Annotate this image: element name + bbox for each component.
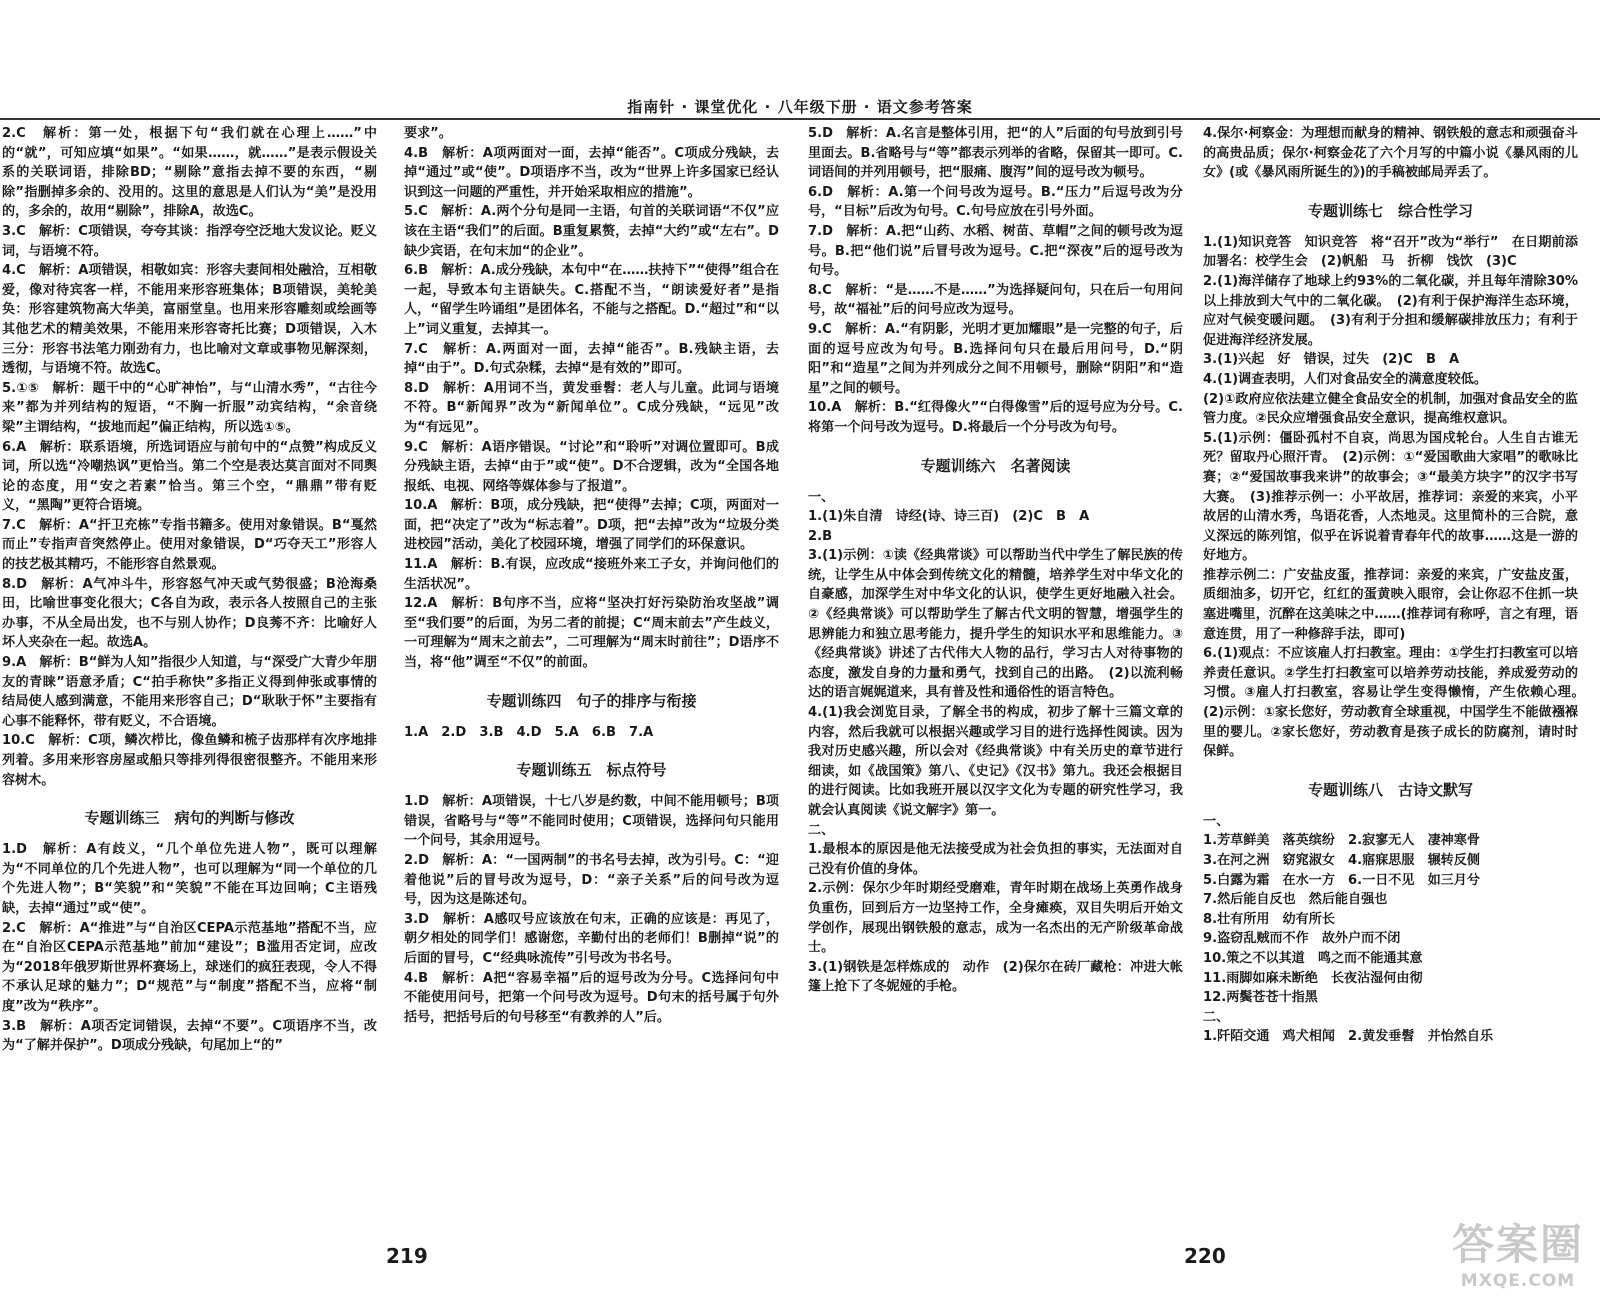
answer-item: 11.A 解析：B.有误，应改成“接班外来工子女，并询问他们的生活状况”。 [404,557,779,592]
answer-item: 3.D 解析：A感叹号应该放在句末，正确的应该是：再见了，朝夕相处的同学们！感谢您，辛勤付出的老师们！B删掉“说”的后面的冒号，C“经典咏流传”引号改为书名号。 [404,911,779,966]
answer-item: 2.示例：保尔少年时期经受磨难，青年时期在战场上英勇作战身负重伤，回到后方一边坚持工作，全身瘫痪，双目失明后开始文学创作，展现出钢铁般的意志，成为一名杰出的无产阶级革命战士。 [808,881,1183,956]
answer-item: 12.两鬓苍苍十指黑 [1203,990,1318,1006]
answer-item: 9.A 解析：B“鲜为人知”指很少人知道，与“深受广大青少年朋友的青睐”语意矛盾；C“拍手称快”多指正义得到伸张或事情的结局使人感到满意，不能用来形容自己；D“耿耿于怀”主要指有心事不能释怀，带有贬义，不合语境。 [2,655,377,729]
answer-item: 10.A 解析：B.“红得像火”“白得像雪”后的逗号应为分号。C.将第一个问号改为逗号。D.将最后一个分号改为句号。 [808,400,1183,435]
page-number-left: 219 [386,1244,428,1268]
section-heading: 专题训练六 名著阅读 [920,456,1071,475]
answer-item: 2.C 解析：A“推进”与“自治区CEPA示范基地”搭配不当，应在“自治区CEPA示范基地”前加“建设”；B滥用否定词，应改为“2018年俄罗斯世界杯赛场上，球迷们的疯狂表现，令人不得不承认足球的魅力”；D“规范”与“制度”搭配不当，应将“制度”改为“秩序”。 [2,920,377,1014]
answer-item: 10.策之不以其道 鸣之而不能通其意 [1203,950,1423,966]
answer-item: 1.芳草鲜美 落英缤纷 2.寂寥无人 凄神寒骨 [1203,833,1480,849]
page-header: 指南针 · 课堂优化 · 八年级下册 · 语文参考答案 [627,98,973,116]
answer-item: 2.B [808,528,833,544]
answer-item: 4.B 解析：A把“容易幸福”后的逗号改为分号。C选择问句中不能使用问号，把第一个问号改为逗号。D句末的括号属于句外括号，把括号后的句号移至“有教养的人”后。 [404,970,779,1025]
answer-column-1 [2,124,377,1184]
answer-item: 1.阡陌交通 鸡犬相闻 2.黄发垂髫 并怡然自乐 [1203,1029,1494,1045]
answer-column-2 [404,124,779,1184]
answer-item: 12.A 解析：B句序不当，应将“坚决打好污染防治攻坚战”调至“我们要”的后面，为另二者的前提；C“周末前去”产生歧义，一可理解为“周末之前去”，二可理解为“周末时前往”；D语序不当，将“他”调至“不仅”的前面。 [404,596,779,671]
answer-item: 1.D 解析：A有歧义，“几个单位先进人物”，既可以理解为“不同单位的几个先进人物”，也可以理解为“同一个单位的几个先进人物”；B“笑貌”和“笑貌”不能在耳边回响；C主语残缺，去掉“通过”或“使”。 [2,842,377,916]
answer-item: 3.B 解析：A项否定词错误，去掉“不要”。C项语序不当，改为“了解并保护”。D项成分残缺，句尾加上“的” [2,1018,377,1054]
answer-item: 8.D 解析：A用词不当，黄发垂髫：老人与儿童。此词与语境不符。B“新闻界”改为“新闻单位”。C成分残缺，“远见”改为“有远见”。 [404,380,779,435]
watermark-logo [1440,1220,1596,1308]
section-heading: 专题训练七 综合性学习 [1307,201,1473,220]
answer-item: 9.C 解析：A.“有阴影，光明才更加耀眼”是一完整的句子，后面的逗号应改为句号。B.选择问句只在最后用问号，D.“阴阳”和“造星”之间为并列成分之间不用顿号，删除“阴阳”和“造星”之间的顿号。 [808,321,1183,396]
answer-item: 10.A 解析：B项，成分残缺，把“使得”去掉；C项，两面对一面，把“决定了”改为“标志着”。D项，把“去掉”改为“垃圾分类进校园”活动，美化了校园环境，增强了同学们的环保意识。 [404,498,779,553]
answer-item: 1.最根本的原因是他无法接受成为社会负担的事实，无法面对自己没有价值的身体。 [808,842,1183,877]
answer-item: 4.(1)我会浏览目录，了解全书的构成，初步了解十三篇文章的内容，然后我就可以根据兴趣或学习目的进行选择性阅读。因为我对历史感兴趣，所以会对《经典常谈》中有关历史的章节进行细读，如《战国策》第八、《史记》《汉书》第九。我还会根据目的进行阅读。比如我班开展以汉字文化为专题的研究性学习，我就会认真阅读《说文解字》第一。 [808,705,1183,818]
answer-item: 3.(1)兴起 好 错误，过失 (2)C B A [1203,352,1460,368]
answer-item: 1.D 解析：A项错误，十七八岁是约数，中间不能用顿号；B项错误，省略号与“等”不能同时使用；C项错误，选择问句只能用一个问号，其余用逗号。 [404,794,779,849]
answer-item: 2.D 解析：A：“一国两制”的书名号去掉，改为引号。C：“迎着他说”后的冒号改为逗号，D：“亲子关系”后的问号改为逗号，因为这是陈述句。 [404,853,779,908]
answer-item: 4.B 解析：A项两面对一面，去掉“能否”。C项成分残缺，去掉“通过”或“使”。D项语序不当，改为“世界上许多国家已经认识到这一问题的严重性，并开始采取相应的措施”。 [404,145,779,200]
answer-item: 7.然后能自反也 然后能自强也 [1203,892,1388,908]
answer-item: 5.C 解析：A.两个分句是同一主语，句首的关联词语“不仅”应该在主语“我们”的后面。B重复累赘，去掉“大约”或“左右”。D缺少宾语，在句末加“的企业”。 [404,204,779,259]
answer-item: 4.(1)调查表明，人们对食品安全的满意度较低。 [1203,371,1487,387]
answer-column-4 [1203,124,1592,1184]
answer-item: 5.白露为霜 在水一方 6.一日不见 如三月兮 [1203,872,1480,888]
answer-item: 二、 [808,822,835,838]
answer-item: 3.C 解析：C项错误，夸夸其谈：指浮夸空泛地大发议论。贬义词，与语境不符。 [2,223,377,259]
answer-item: 5.D 解析：A.名言是整体引用，把“的人”后面的句号放到引号里面去。B.省略号与“等”都表示列举的省略，保留其一即可。C.词语间的并列用顿号，把“服痛、腹泻”间的逗号改为顿号。 [808,126,1183,181]
answer-item: 一、 [1203,813,1230,829]
answer-item: 6.B 解析：A.成分残缺，本句中“在……扶持下”“使得”组合在一起，导致本句主语缺失。C.搭配不当，“朗读爱好者”是指人，“留学生吟诵组”是团体名，不能与之搭配。D.“超过”和“以上”词义重复，去掉其一。 [404,263,779,337]
answer-item: 1.(1)知识竞答 知识竞答 将“召开”改为“举行” 在日期前添加署名：校学生会 (2)帆船 马 折柳 饯饮 (3)C [1203,234,1578,270]
section-heading: 专题训练五 标点符号 [516,761,667,780]
answer-item: 9.盗窃乱贼而不作 故外户而不闭 [1203,931,1401,947]
answer-item: 2.(1)海洋储存了地球上约93%的二氧化碳，并且每年清除30%以上排放到大气中的二氧化碳。 (2)有利于保护海洋生态环境，应对气候变暖问题。 (3)有利于分担和缓解碳排放压力；有利于促进海洋经济发展。 [1203,273,1578,348]
answer-item: 7.C 解析：A.两面对一面，去掉“能否”。B.残缺主语，去掉“由于”。D.句式杂糅，去掉“是有效的”即可。 [404,341,779,377]
answer-item: 3.(1)钢铁是怎样炼成的 动作 (2)保尔在砖厂藏枪：冲进大帐篷上抢下了冬妮娅的手枪。 [808,959,1183,995]
answer-item: 11.雨脚如麻未断绝 长夜沾湿何由彻 [1203,970,1423,986]
answer-item: 1.(1)朱自清 诗经(诗、诗三百) (2)C B A [808,509,1090,525]
answer-column-3 [808,124,1183,1184]
answer-item: 9.C 解析：A语序错误。“讨论”和“聆听”对调位置即可。B成分残缺主语，去掉“由于”或“使”。D不合逻辑，改为“全国各地报纸、电视、网络等媒体参与了报道”。 [404,439,779,494]
answer-item: (2)①政府应依法建立健全食品安全的机制，加强对食品安全的监管力度。②民众应增强食品安全意识，提高维权意识。 [1203,391,1578,427]
section-heading: 专题训练三 病句的判断与修改 [84,809,295,828]
answer-item: 3.(1)示例：①读《经典常谈》可以帮助当代中学生了解民族的传统，让学生从中体会到传统文化的精髓，培养学生对中华文化的自豪感，加深学生对中华文化的认识，使学生更好地融入社会。②《经典常谈》可以帮助学生了解古代文明的智慧，增强学生的思辨能力和独立思考能力，提升学生的知识水平和思维能力。③《经典常谈》讲述了古代伟大人物的品行，学习古人对待事物的态度，激发自身的力量和勇气，找到自己的出路。 (2)以流利畅达的语言娓娓道来，具有普及性和通俗性的语言特色。 [808,548,1183,701]
answer-item: 一、 [808,489,835,505]
answer-item: 要求”。 [404,126,452,141]
answer-item: 5.(1)示例：僵卧孤村不自哀，尚思为国戍轮台。人生自古谁无死？留取丹心照汗青。 (2)示例：①“爱国歌曲大家唱”的歌咏比赛；②“爱国故事我来讲”的故事会；③“最美方块字”的汉字书写大赛。 (3)推荐示例一：小平故居，推荐词：亲爱的来宾，小平故居的山清水秀，鸟语花香，人杰地灵。这里简朴的三合院，意义深远的陈列馆，似乎在诉说着青春年代的故事……这是一游的好地方。 [1203,430,1578,564]
answer-item: 5.①⑤ 解析：题干中的“心旷神怡”，与“山清水秀”，“古往今来”都为并列结构的短语，“不胸一折服”动宾结构，“余音绕梁”主谓结构，“拔地而起”偏正结构，所以选①⑤。 [2,380,377,435]
section-heading: 专题训练八 古诗文默写 [1307,780,1473,799]
answer-item: 6.A 解析：联系语境，所选词语应与前句中的“点赞”构成反义词，所以选“冷嘲热讽”更恰当。第二个空是表达莫言面对不同舆论的态度，用“安之若素”恰当。第三个空，“鼎鼎”带有贬义，“黑陶”更符合语境。 [2,439,377,514]
page-number-right: 220 [1184,1244,1226,1268]
answer-item: 7.D 解析：A.把“山药、水稻、树苗、草帽”之间的顿号改为逗号。B.把“他们说”后冒号改为逗号。C.把“深夜”后的逗号改为句号。 [808,223,1183,279]
answer-item: 6.(1)观点：不应该雇人打扫教室。理由：①学生打扫教室可以培养责任意识。②学生打扫教室可以培养劳动技能，养成爱劳动的习惯。③雇人打扫教室，容易让学生变得懒惰，产生依赖心理。 (2)示例：①家长您好，劳动教育全球重视，中国学生不能做襁褓里的婴儿。②家长您好，劳动教育是孩子成长的防腐剂，请时时保鲜。 [1203,646,1592,760]
answer-item: 4.C 解析：A项错误，相敬如宾：形容夫妻间相处融洽，互相敬爱，像对待宾客一样，不能用来形容班集体；B项错误，美轮美奂：形容建筑物高大华美，富丽堂皇。也用来形容雕刻或绘画等其他艺术的精美效果，不能用来形容寄托比赛；D项错误，入木三分：形容书法笔力刚劲有力，也比喻对文章或事物见解深刻，透彻，与语境不符。故选C。 [2,263,377,377]
answer-item: 1.A 2.D 3.B 4.D 5.A 6.B 7.A [404,724,654,740]
answer-item: 8.壮有所用 幼有所长 [1203,911,1335,927]
answer-item: 2.C 解析：第一处，根据下句“我们就在心理上……”中的“就”，可知应填“如果”。“如果……，就……”是表示假设关系的关联词语，排除BD；“剔除”意指去掉不要的东西，“剔除”指删掉多余的、没用的。这里的意思是人们认为“美”是没用的，多余的，故用“剔除”，排除A，故选C。 [2,126,377,220]
section-heading: 专题训练四 句子的排序与衔接 [486,691,697,710]
answer-item: 6.D 解析：A.第一个问号改为逗号。B.“压力”后逗号改为分号，“目标”后改为句号。C.句号应放在引号外面。 [808,184,1183,220]
answer-item: 10.C 解析：C项，鳞次栉比，像鱼鳞和梳子齿那样有次序地排列着。多用来形容房屋或船只等排列得很密很整齐。不能用来形容树木。 [2,733,377,788]
header-rule [0,118,1600,120]
answer-item: 3.在河之洲 窈窕淑女 4.寤寐思服 辗转反侧 [1203,853,1480,868]
watermark-text: 答案圈 [1451,1220,1584,1269]
watermark-url: MXQE.COM [1460,1271,1576,1291]
answer-item: 8.C 解析：“是……不是……”为选择疑问句，只在后一句用问号，故“福祉”后的问号应改为逗号。 [808,282,1183,318]
answer-item: 8.D 解析：A气冲斗牛，形容怒气冲天或气势很盛；B沧海桑田，比喻世事变化很大；C各自为政，表示各人按照自己的主张办事，不从全局出发，也不与别人协作；D良莠不齐：比喻好人坏人夹杂在一起。故选A。 [2,576,377,651]
answer-item: 4.保尔·柯察金：为理想而献身的精神、钢铁般的意志和顽强奋斗的高贵品质；保尔·柯察金花了六个月写的中篇小说《暴风雨的儿女》(或《暴风雨所诞生的》)的手稿被邮局弄丢了。 [1203,126,1578,181]
answer-item: 7.C 解析：A“扞卫充栋”专指书籍多。使用对象错误。B“戛然而止”专指声音突然停止。使用对象错误，D“巧夺天工”形容人的技艺极其精巧，不能形容自然景观。 [2,517,377,573]
answer-item: 推荐示例二：广安盐皮蛋，推荐词：亲爱的来宾，广安盐皮蛋，质细油多，切开它，红红的蛋黄映入眼帘，会让你忍不住抓一块塞进嘴里，沉醉在这美味之中……(推荐词有称呼，言之有理，语意连贯，用了一种修辞手法，即可) [1203,567,1578,642]
answer-item: 二、 [1203,1009,1230,1025]
